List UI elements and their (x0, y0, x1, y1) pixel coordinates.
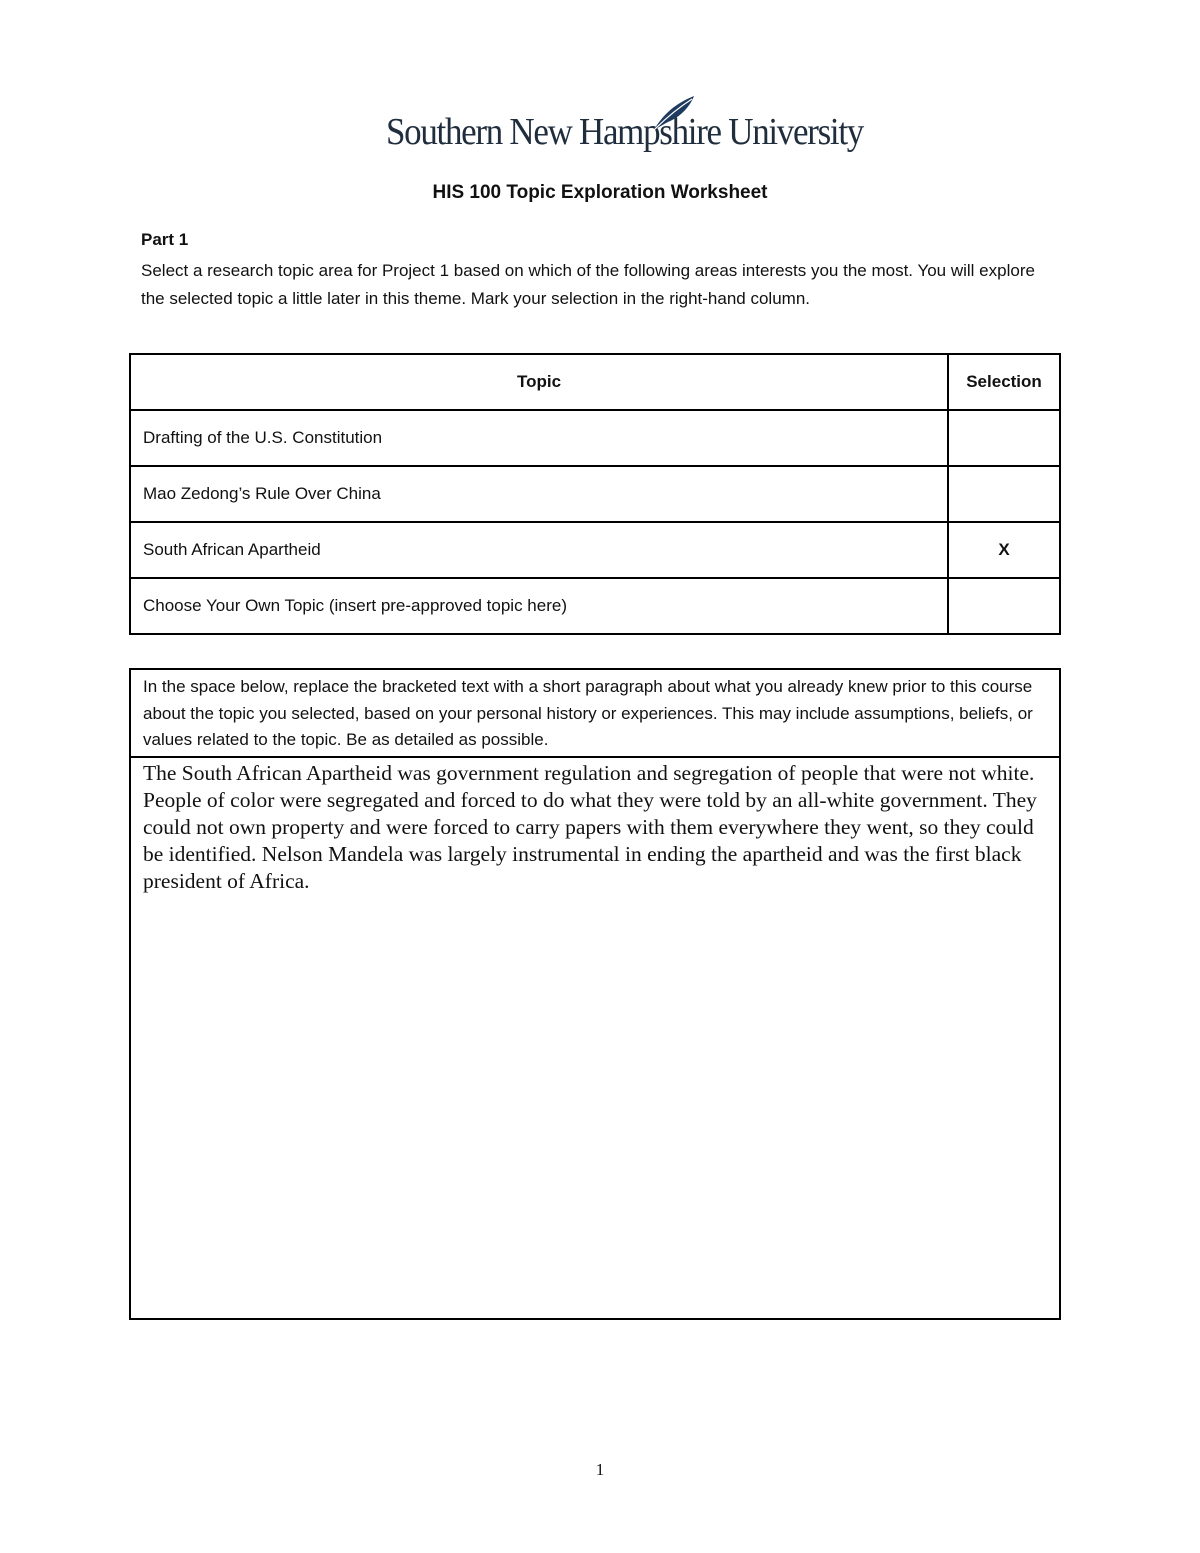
response-paragraph[interactable]: The South African Apartheid was government regulation and segregation of people that were not white. People of color were segregated and forced to do what they were told by an all-white government. They could not own property and were forced to carry papers with them everywhere they went, so they could be identified. Nelson Mandela was largely instrumental in ending the apartheid and was the first black president of Africa. (143, 761, 1037, 893)
page-number: 1 (595, 1460, 605, 1479)
table-row (130, 466, 1060, 522)
selection-cell[interactable] (948, 410, 1060, 466)
topic-cell: Drafting of the U.S. Constitution (130, 410, 948, 466)
part-label: Part 1 (141, 230, 189, 249)
university-logo-text: Southern New Hampshire University (386, 111, 863, 153)
selection-cell[interactable]: X (948, 522, 1060, 578)
page-title: HIS 100 Topic Exploration Worksheet (432, 182, 768, 203)
table-row (130, 578, 1060, 634)
response-prompt: In the space below, replace the bracketed text with a short paragraph about what you already knew prior to this course about the topic you selected, based on your personal history or experiences. This may include assumptions, beliefs, or values related to the topic. Be as detailed as possible. (131, 670, 1059, 758)
table-row (130, 410, 1060, 466)
response-box (129, 668, 1061, 1320)
part-instructions: Select a research topic area for Project 1 based on which of the following areas interests you the most. You will explore the selected topic a little later in this theme. Mark your selection in the right-hand column. (141, 261, 1035, 308)
feather-icon (648, 94, 698, 134)
table-row (130, 522, 1060, 578)
selection-cell[interactable] (948, 578, 1060, 634)
column-header-selection: Selection (948, 354, 1060, 410)
university-logo (386, 96, 863, 166)
topic-cell: South African Apartheid (130, 522, 948, 578)
topic-cell: Choose Your Own Topic (insert pre-approved topic here) (130, 578, 948, 634)
topic-cell: Mao Zedong’s Rule Over China (130, 466, 948, 522)
selection-cell[interactable] (948, 466, 1060, 522)
column-header-topic: Topic (130, 354, 948, 410)
topic-table (129, 353, 1061, 635)
table-header-row (130, 354, 1060, 410)
